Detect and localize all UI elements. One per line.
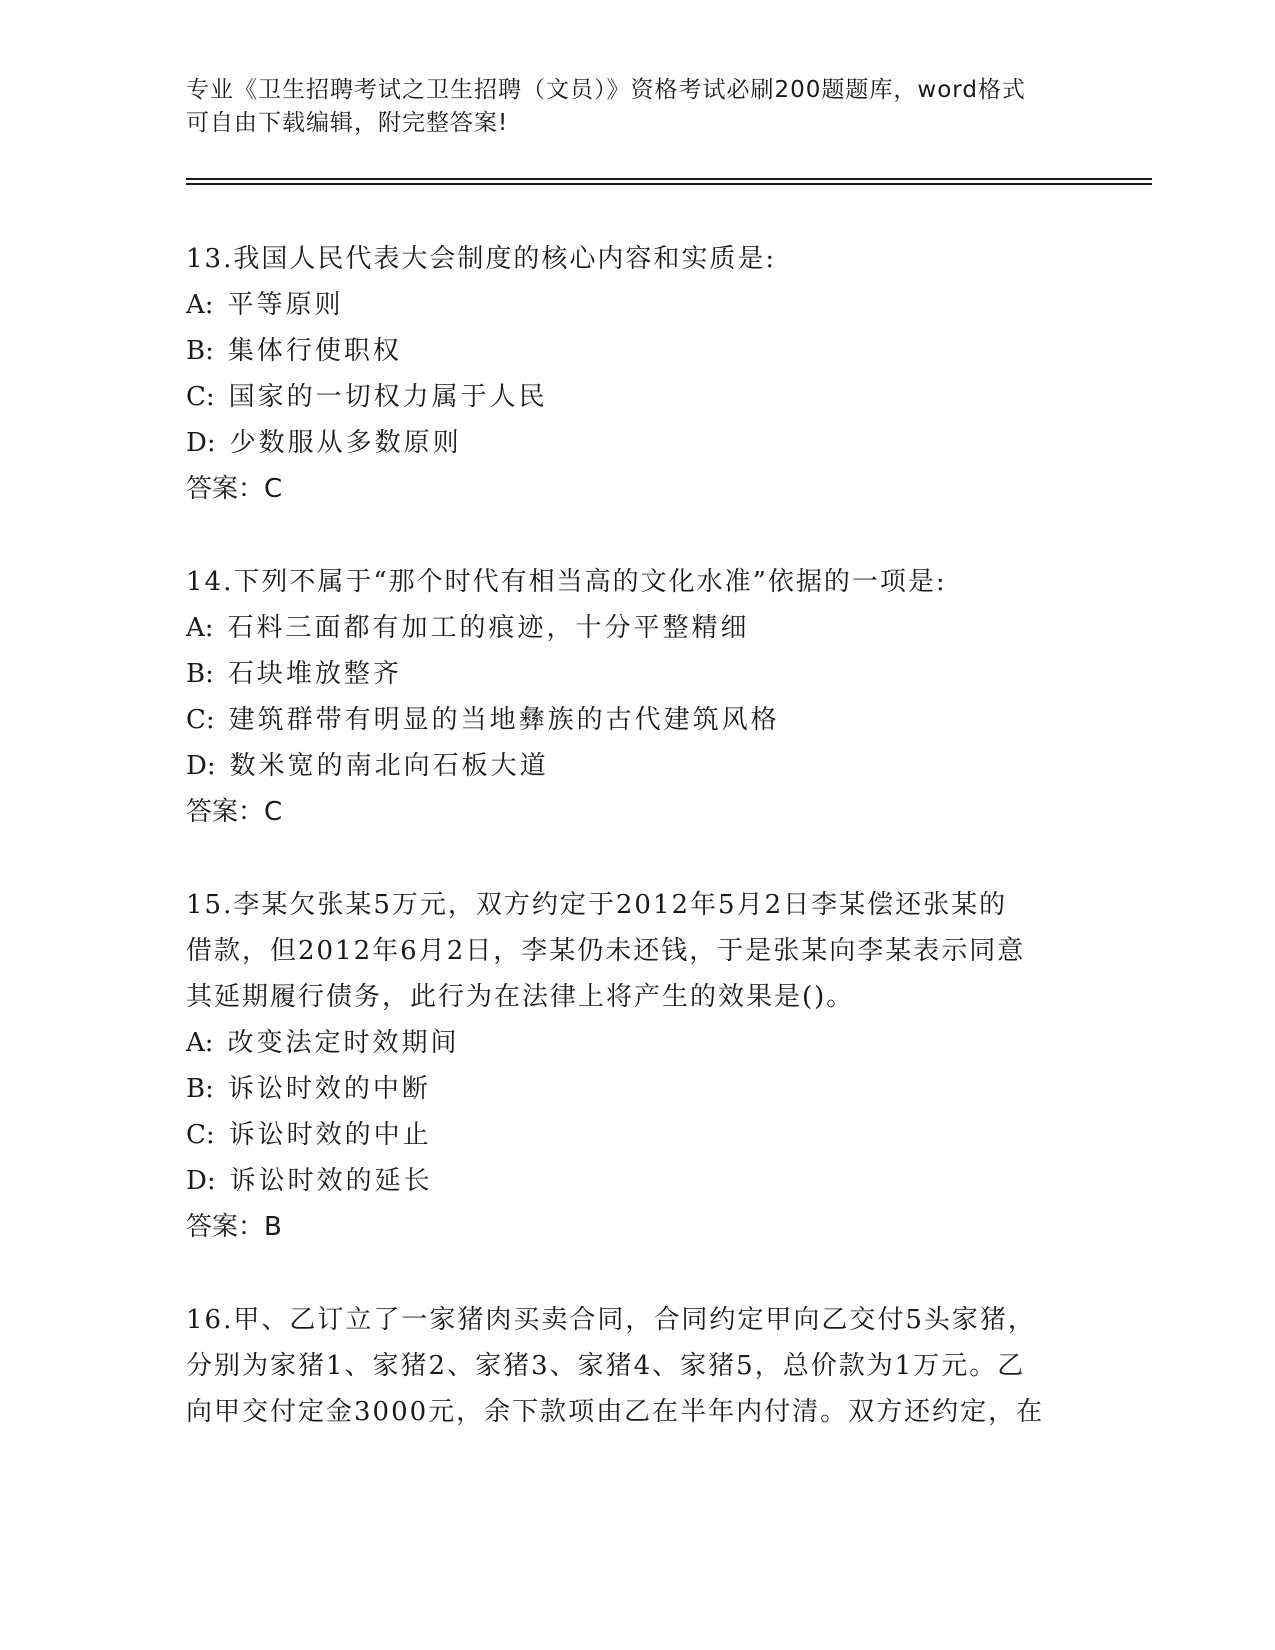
option-text: 平等原则	[227, 290, 344, 320]
question-16	[186, 1297, 1086, 1435]
option-text: 少数服从多数原则	[229, 428, 462, 458]
question-text-line: 其延期履行债务，此行为在法律上将产生的效果是()。	[186, 982, 855, 1012]
option-c	[186, 374, 1086, 420]
header-divider-top	[186, 178, 1152, 180]
option-letter: A:	[186, 613, 214, 643]
option-letter: C:	[186, 705, 215, 735]
question-text-line: 分别为家猪1、家猪2、家猪3、家猪4、家猪5，总价款为1万元。乙	[186, 1351, 1026, 1381]
question-text: 14.下列不属于“那个时代有相当高的文化水准”依据的一项是:	[186, 567, 947, 597]
option-letter: B:	[186, 336, 214, 366]
option-letter: C:	[186, 1120, 215, 1150]
document-header	[186, 74, 1086, 140]
option-d	[186, 1158, 1086, 1204]
option-text: 诉讼时效的延长	[229, 1166, 433, 1196]
question-text-line: 借款，但2012年6月2日，李某仍未还钱，于是张某向李某表示同意	[186, 936, 1026, 966]
option-c	[186, 1112, 1086, 1158]
option-text: 诉讼时效的中断	[227, 1074, 431, 1104]
option-letter: A:	[186, 1028, 214, 1058]
question-15	[186, 882, 1086, 1250]
option-d	[186, 743, 1086, 789]
answer-line: 答案：B	[186, 1212, 282, 1242]
option-letter: B:	[186, 659, 214, 689]
option-a	[186, 605, 1086, 651]
option-text: 数米宽的南北向石板大道	[229, 751, 549, 781]
question-13	[186, 236, 1086, 512]
option-text: 国家的一切权力属于人民	[228, 382, 548, 412]
option-text: 建筑群带有明显的当地彝族的古代建筑风格	[228, 705, 780, 735]
answer-line: 答案：C	[186, 797, 283, 827]
option-b	[186, 1066, 1086, 1112]
option-text: 石料三面都有加工的痕迹，十分平整精细	[227, 613, 750, 643]
option-letter: C:	[186, 382, 215, 412]
option-a	[186, 282, 1086, 328]
option-letter: A:	[186, 290, 214, 320]
option-a	[186, 1020, 1086, 1066]
option-letter: D:	[186, 751, 216, 781]
question-text: 13.我国人民代表大会制度的核心内容和实质是:	[186, 244, 777, 274]
option-text: 改变法定时效期间	[227, 1028, 460, 1058]
answer-line: 答案：C	[186, 474, 283, 504]
option-text: 集体行使职权	[227, 336, 402, 366]
option-text: 石块堆放整齐	[227, 659, 402, 689]
question-text-line: 16.甲、乙订立了一家猪肉买卖合同，合同约定甲向乙交付5头家猪，	[186, 1305, 1036, 1335]
question-text-line: 向甲交付定金3000元，余下款项由乙在半年内付清。双方还约定，在	[186, 1397, 1045, 1427]
option-letter: D:	[186, 428, 216, 458]
option-text: 诉讼时效的中止	[228, 1120, 432, 1150]
question-14	[186, 559, 1086, 835]
header-line-2: 可自由下载编辑，附完整答案!	[186, 110, 509, 136]
header-divider-bottom	[186, 183, 1152, 185]
question-list	[186, 236, 1086, 1482]
option-letter: B:	[186, 1074, 214, 1104]
option-d	[186, 420, 1086, 466]
option-b	[186, 651, 1086, 697]
option-letter: D:	[186, 1166, 216, 1196]
option-b	[186, 328, 1086, 374]
option-c	[186, 697, 1086, 743]
header-line-1: 专业《卫生招聘考试之卫生招聘（文员）》资格考试必刷200题题库，word格式	[186, 77, 1026, 103]
question-text-line: 15.李某欠张某5万元，双方约定于2012年5月2日李某偿还张某的	[186, 890, 1008, 920]
